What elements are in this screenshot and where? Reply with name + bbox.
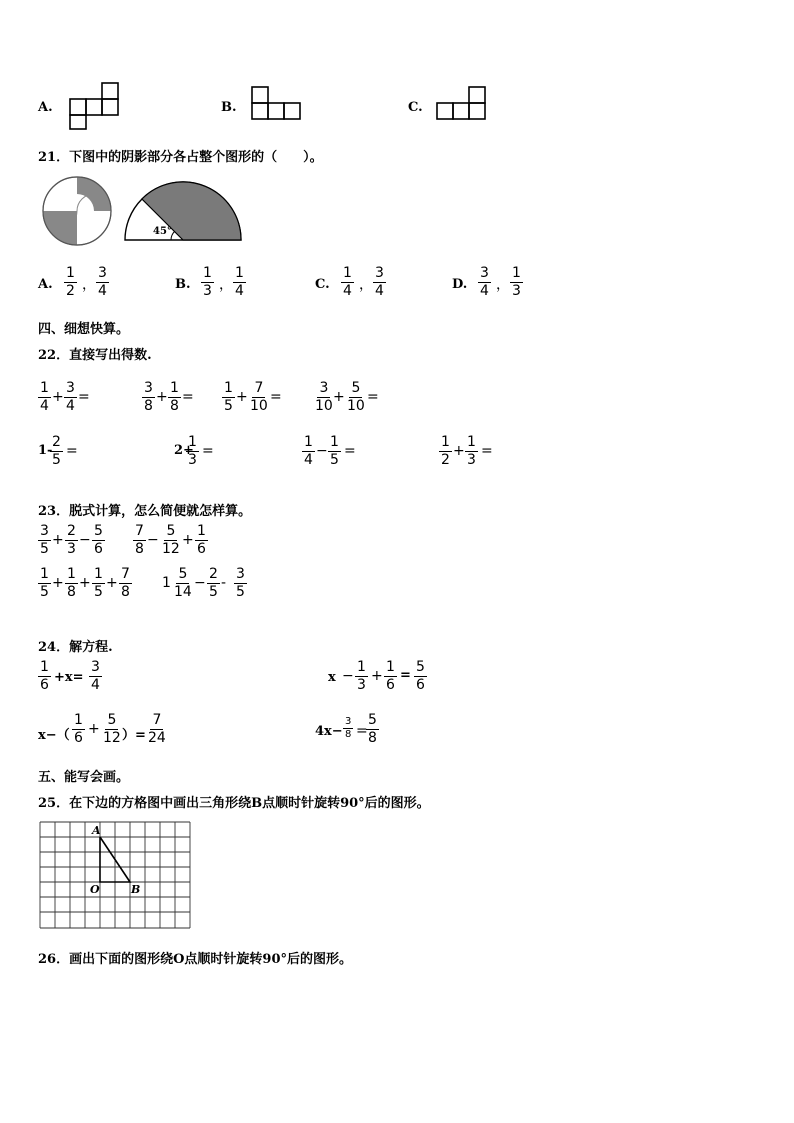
denominator: 4: [98, 283, 107, 299]
denominator: 5: [236, 584, 245, 600]
expr2-fraction: [195, 523, 208, 558]
question-23-prompt: 23．脱式计算，怎么简便就怎样算。: [38, 504, 252, 519]
choice-fraction-2: [96, 265, 109, 300]
denominator: 6: [74, 730, 83, 746]
expr1-fraction: [92, 523, 105, 558]
denominator: 4: [40, 398, 49, 414]
choice-fraction-1: [341, 265, 354, 300]
expr-fraction: [313, 380, 335, 415]
denominator: 5: [209, 584, 218, 600]
eq2-fraction: [384, 659, 397, 694]
expr3-fraction: [65, 566, 78, 601]
numerator: 1: [304, 434, 313, 450]
expr3-fraction: [38, 566, 51, 601]
equals-sign: =: [182, 389, 194, 405]
numerator: 2: [67, 523, 76, 539]
eq3-fraction: [146, 712, 168, 747]
denominator: 4: [343, 283, 352, 299]
numerator: 7: [121, 566, 130, 582]
equals-sign: =: [270, 389, 282, 405]
numerator: 5: [107, 712, 117, 728]
numerator: 1: [94, 566, 103, 582]
denominator: 14: [174, 584, 192, 600]
operator: +: [156, 389, 168, 405]
equals-sign: =: [78, 389, 90, 405]
expr-fraction: [465, 434, 478, 469]
denominator: 8: [345, 729, 352, 740]
eq1-fraction: [38, 659, 51, 694]
denominator: 5: [330, 452, 339, 468]
denominator: 8: [170, 398, 179, 414]
expr-fraction: [345, 380, 367, 415]
denominator: 5: [224, 398, 233, 414]
eq2-fraction: [355, 659, 368, 694]
denominator: 5: [52, 452, 61, 468]
operator: +: [52, 389, 64, 405]
operator: -: [221, 575, 227, 591]
numerator: 5: [416, 659, 425, 675]
numerator: 5: [351, 380, 361, 396]
numerator: 1: [197, 523, 206, 539]
question-26-prompt: 26．画出下面的图形绕O点顺时针旋转90°后的图形。: [38, 952, 353, 967]
eq3-fraction: [101, 712, 123, 747]
expr-fraction: [142, 380, 155, 415]
choice-letter: C.: [315, 277, 330, 292]
numerator: 7: [254, 380, 264, 396]
mixed-whole: 1: [162, 575, 171, 591]
choice-fraction-1: [201, 265, 214, 300]
equals-sign: =: [202, 443, 214, 459]
denominator: 4: [375, 283, 384, 299]
operator: +: [453, 443, 465, 459]
numerator: 1: [203, 265, 212, 281]
operator: −: [147, 532, 159, 548]
numerator: 3: [91, 659, 100, 675]
expr-fraction: [439, 434, 452, 469]
denominator: 2: [66, 283, 75, 299]
eq2-fraction: [414, 659, 427, 694]
denominator: 3: [512, 283, 521, 299]
denominator: 5: [40, 541, 49, 557]
eq4-fraction: [366, 712, 379, 747]
angle-label-45: 45°: [153, 226, 172, 237]
denominator: 3: [67, 541, 76, 557]
operator: −: [342, 668, 354, 684]
expr-fraction: [222, 380, 235, 415]
equals-sign: =: [400, 668, 411, 683]
operator: +: [88, 721, 100, 737]
numerator: 3: [375, 265, 384, 281]
denominator: 4: [304, 452, 313, 468]
expr4-fraction: [207, 566, 220, 601]
operator: +: [52, 575, 64, 591]
numerator: 3: [66, 380, 75, 396]
denominator: 8: [368, 730, 377, 746]
net-figure-b: [250, 86, 302, 122]
numerator: 5: [368, 712, 377, 728]
section-5-heading: 五、能写会画。: [38, 770, 130, 785]
operator: −: [316, 443, 328, 459]
numerator: 2: [52, 434, 61, 450]
equals-sign: =: [367, 389, 379, 405]
question-24-prompt: 24．解方程.: [38, 640, 113, 655]
denominator: 6: [416, 677, 425, 693]
denominator: 12: [103, 730, 121, 746]
choice-letter: B.: [175, 277, 191, 292]
question-25-prompt: 25．在下边的方格图中画出三角形绕B点顺时针旋转90°后的图形。: [38, 796, 430, 811]
eq3-fraction: [72, 712, 85, 747]
expr4-fraction: [172, 566, 194, 601]
choice-separator: ，: [82, 277, 96, 293]
numerator: 1: [66, 265, 75, 281]
denominator: 4: [91, 677, 100, 693]
operator: +: [106, 575, 118, 591]
operator: +: [182, 532, 194, 548]
eq1-fraction: [89, 659, 102, 694]
point-a-label: A: [92, 824, 101, 837]
numerator: 1: [40, 566, 49, 582]
numerator: 1: [40, 380, 49, 396]
denominator: 8: [135, 541, 144, 557]
numerator: 7: [152, 712, 162, 728]
denominator: 3: [188, 452, 197, 468]
operator: +: [52, 532, 64, 548]
operator: −: [79, 532, 91, 548]
denominator: 6: [40, 677, 49, 693]
expr1-fraction: [38, 523, 51, 558]
point-b-label: B: [131, 883, 141, 896]
denominator: 3: [467, 452, 476, 468]
numerator: 3: [480, 265, 489, 281]
numerator: 3: [319, 380, 329, 396]
point-o-label: O: [90, 883, 100, 896]
eq4-fraction: [343, 716, 353, 741]
operator: +: [236, 389, 248, 405]
numerator: 1: [467, 434, 476, 450]
expr-fraction: [328, 434, 341, 469]
denominator: 10: [250, 398, 268, 414]
numerator: 3: [98, 265, 107, 281]
choice-fraction-2: [373, 265, 386, 300]
operator: +: [79, 575, 91, 591]
choice-separator: ，: [219, 277, 233, 293]
equals-sign: =: [66, 443, 78, 459]
denominator: 8: [144, 398, 153, 414]
choice-fraction-1: [64, 265, 77, 300]
expr-fraction: [50, 434, 63, 469]
question-22-prompt: 22．直接写出得数.: [38, 348, 152, 363]
net-figure-c: [435, 86, 487, 122]
numerator: 1: [74, 712, 83, 728]
numerator: 1: [235, 265, 244, 281]
choice-separator: ，: [359, 277, 373, 293]
numerator: 5: [166, 523, 176, 539]
expr-fraction: [38, 380, 51, 415]
eq3-suffix: ）=: [122, 728, 146, 743]
denominator: 5: [40, 584, 49, 600]
pinwheel-circle-figure: [40, 176, 114, 246]
section-4-heading: 四、细想快算。: [38, 322, 130, 337]
numerator: 1: [224, 380, 233, 396]
equals-sign: =: [344, 443, 356, 459]
denominator: 10: [347, 398, 365, 414]
denominator: 3: [357, 677, 366, 693]
eq4-prefix: 4x−: [315, 724, 343, 739]
square-grid-figure: [40, 822, 192, 930]
numerator: 5: [94, 523, 103, 539]
operator: −: [194, 575, 206, 591]
expr-fraction: [248, 380, 270, 415]
expr-fraction: [302, 434, 315, 469]
choice-letter: D.: [452, 277, 468, 292]
eq1-text: +x=: [54, 670, 84, 685]
numerator: 1: [512, 265, 521, 281]
choice-fraction-2: [233, 265, 246, 300]
expr2-fraction: [160, 523, 182, 558]
numerator: 1: [188, 434, 197, 450]
equals-sign: =: [356, 723, 368, 739]
question-21-prompt: 21．下图中的阴影部分各占整个图形的（ ）。: [38, 150, 323, 165]
choice-letter: A.: [38, 277, 53, 292]
net-figure-a: [68, 82, 120, 130]
expr-fraction: [186, 434, 199, 469]
numerator: 1: [170, 380, 179, 396]
numerator: 3: [40, 523, 49, 539]
expr-fraction: [64, 380, 77, 415]
numerator: 5: [178, 566, 188, 582]
denominator: 24: [148, 730, 166, 746]
choice-fraction-2: [510, 265, 523, 300]
numerator: 2: [209, 566, 218, 582]
numerator: 7: [135, 523, 144, 539]
numerator: 1: [343, 265, 352, 281]
expr2-fraction: [133, 523, 146, 558]
choice-separator: ，: [496, 277, 510, 293]
denominator: 2: [441, 452, 450, 468]
numerator: 1: [330, 434, 339, 450]
eq3-prefix: x−（: [38, 728, 70, 743]
option-c-label: C.: [408, 100, 423, 115]
denominator: 8: [67, 584, 76, 600]
denominator: 6: [386, 677, 395, 693]
numerator: 1: [357, 659, 366, 675]
numerator: 1: [40, 659, 49, 675]
denominator: 8: [121, 584, 130, 600]
denominator: 4: [480, 283, 489, 299]
option-b-label: B.: [221, 100, 237, 115]
expr3-fraction: [92, 566, 105, 601]
numerator: 3: [144, 380, 153, 396]
denominator: 4: [235, 283, 244, 299]
denominator: 6: [197, 541, 206, 557]
choice-fraction-1: [478, 265, 491, 300]
denominator: 12: [162, 541, 180, 557]
expr-fraction: [168, 380, 181, 415]
denominator: 4: [66, 398, 75, 414]
numerator: 1: [386, 659, 395, 675]
denominator: 6: [94, 541, 103, 557]
expr1-fraction: [65, 523, 78, 558]
numerator: 3: [345, 716, 352, 727]
denominator: 3: [203, 283, 212, 299]
option-a-label: A.: [38, 100, 53, 115]
expr-prefix: 1-: [38, 443, 53, 458]
equals-sign: =: [481, 443, 493, 459]
operator: +: [371, 668, 383, 684]
numerator: 3: [236, 566, 245, 582]
denominator: 10: [315, 398, 333, 414]
expr4-fraction: [234, 566, 247, 601]
semicircle-sector-figure: [124, 180, 242, 242]
expr-prefix: 2+: [174, 443, 194, 458]
denominator: 5: [94, 584, 103, 600]
operator: +: [333, 389, 345, 405]
numerator: 1: [441, 434, 450, 450]
eq2-variable: x: [328, 670, 336, 685]
expr3-fraction: [119, 566, 132, 601]
numerator: 1: [67, 566, 76, 582]
